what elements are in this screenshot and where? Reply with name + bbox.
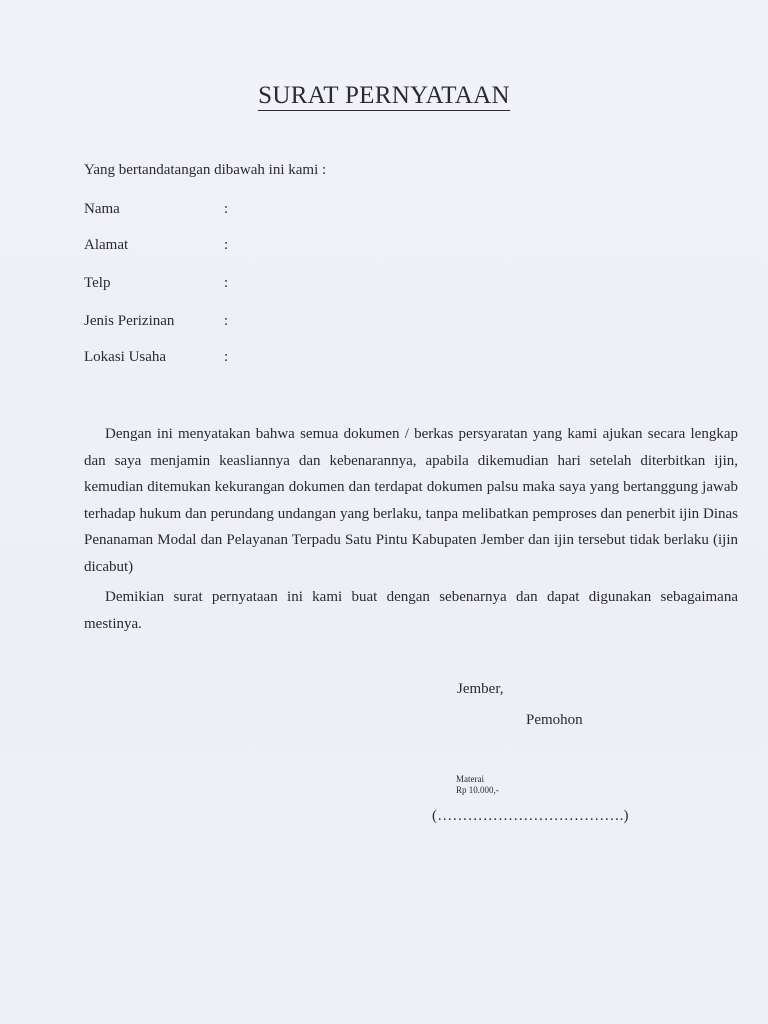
statement-paragraph: Dengan ini menyatakan bahwa semua dokumen / berkas persyaratan yang kami ajukan secara lengkap dan saya menjamin keasliannya dan kebenarannya, apabila dikemudian hari setelah diterbitkan ijin, kemudian ditemukan kekurangan dokumen dan terdapat dokumen palsu maka saya yang bertanggung jawab terhadap hukum dan perundang undangan yang berlaku, tanpa melibatkan pemproses dan penerbit ijin Dinas Penanaman Modal dan Pelayanan Terpadu Satu Pintu Kabupaten Jember dan ijin tersebut tidak berlaku (ijin dicabut) [84,426,738,575]
stamp-area [456,774,499,796]
field-label: Jenis Perizinan [84,313,175,329]
field-separator: : [224,313,229,329]
field-separator: : [224,237,229,253]
document-title [0,82,768,110]
stamp-label: Materai [456,774,484,784]
field-separator: : [224,201,229,217]
field-label: Telp [84,275,111,291]
field-label: Lokasi Usaha [84,349,167,365]
field-separator: : [224,275,229,291]
document-title-text: SURAT PERNYATAAN [258,82,510,109]
signature-line: (……………………………….) [432,808,629,824]
intro-text: Yang bertandatangan dibawah ini kami : [84,162,327,178]
field-label: Alamat [84,237,129,253]
closing-paragraph: Demikian surat pernyataan ini kami buat dengan sebenarnya dan dapat digunakan sebagaimana mestinya. [84,589,738,632]
stamp-value: Rp 10.000,- [456,785,499,795]
field-label: Nama [84,201,120,217]
field-separator: : [224,349,229,365]
applicant-label: Pemohon [526,712,583,728]
place-date: Jember, [457,681,504,697]
